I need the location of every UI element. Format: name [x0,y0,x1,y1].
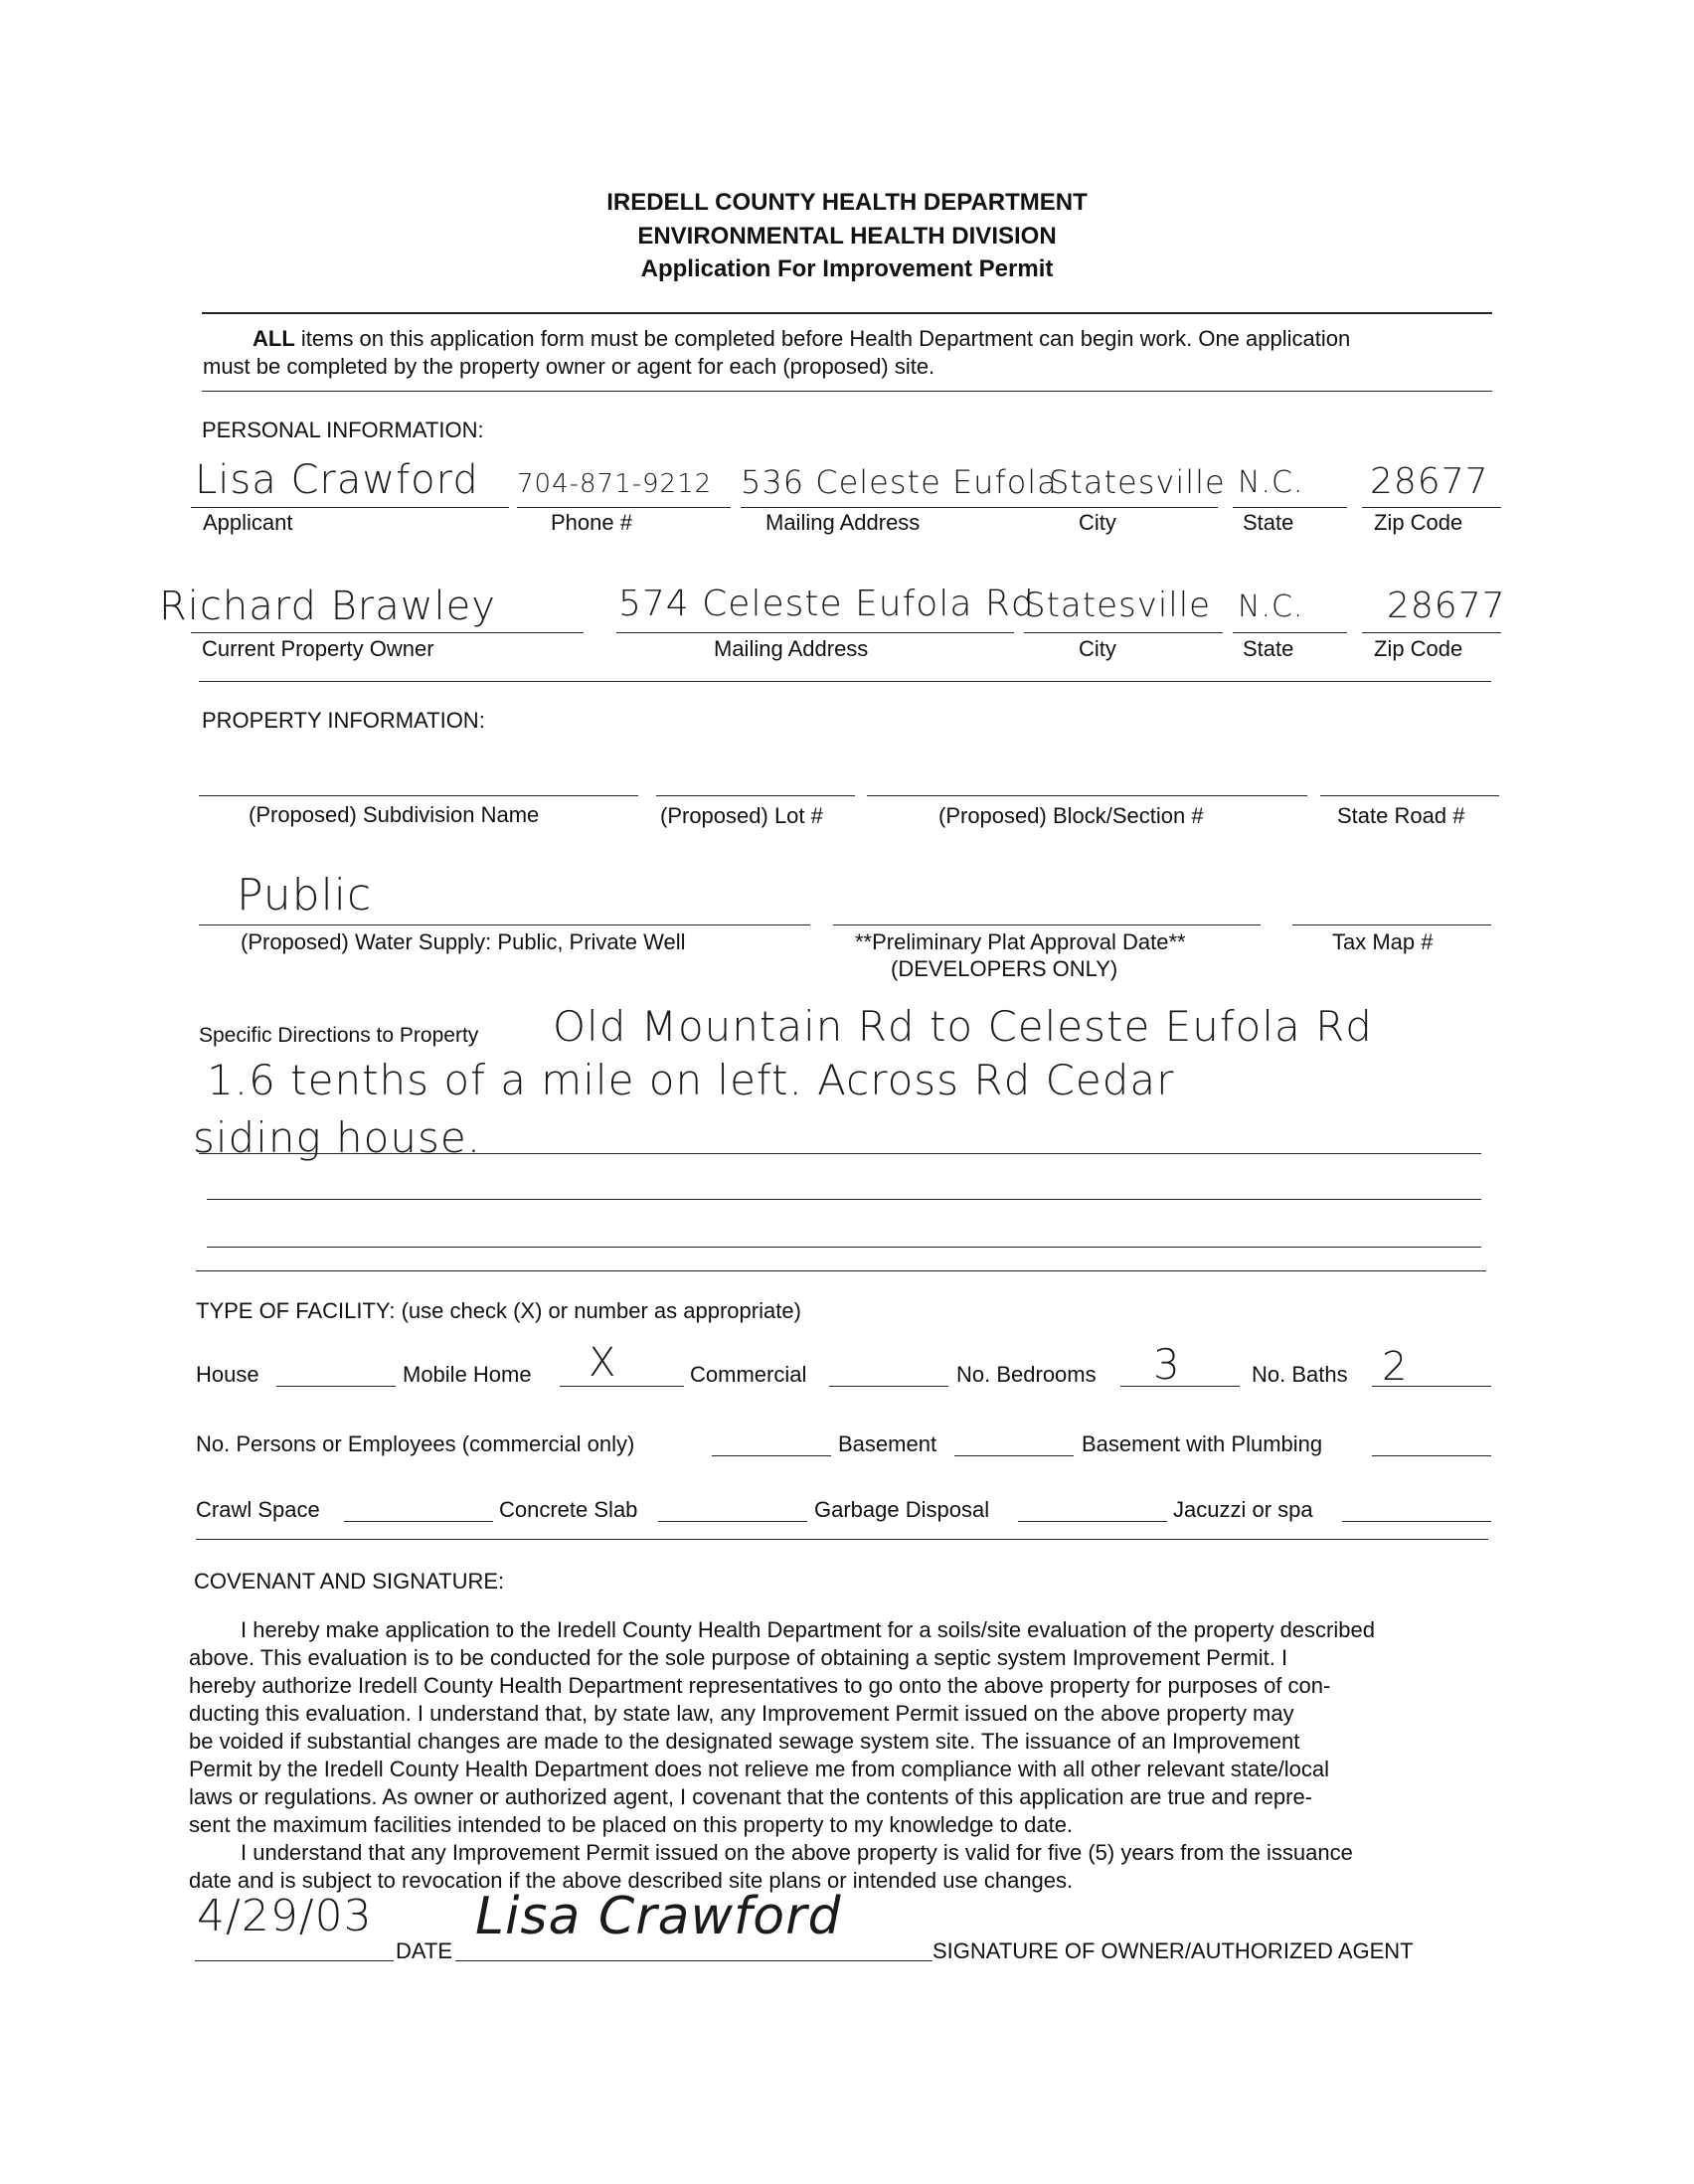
covenant-line: Permit by the Iredell County Health Department does not relieve me from compliance with all other relevant state/local [189,1757,1329,1781]
zip-label: Zip Code [1374,510,1463,535]
intro-text [253,326,1350,352]
garbage-disposal-field[interactable] [1018,1521,1167,1522]
header-form-title: Application For Improvement Permit [640,255,1054,282]
water-supply-field[interactable]: Public [237,870,373,921]
persons-field[interactable] [712,1455,831,1456]
basement-label: Basement [838,1431,937,1456]
state-label: State [1243,510,1294,535]
underline [207,1247,1481,1248]
city-label: City [1079,510,1116,535]
underline [196,1270,1486,1271]
house-field[interactable] [276,1386,396,1387]
personal-heading: PERSONAL INFORMATION: [202,418,484,442]
date-label: DATE [396,1938,453,1963]
covenant-line: date and is subject to revocation if the above described site plans or intended use changes. [189,1868,1074,1893]
owner-label: Current Property Owner [202,636,434,661]
underline [1320,795,1499,796]
owner-state-label: State [1243,636,1294,661]
underline [560,1386,684,1387]
property-heading: PROPERTY INFORMATION: [202,708,485,733]
concrete-slab-label: Concrete Slab [499,1497,638,1522]
covenant-paragraph [189,1616,1493,1895]
covenant-line: I understand that any Improvement Permit issued on the above property is valid for five (5) years from the issuance [241,1840,1353,1865]
directions-label: Specific Directions to Property [199,1024,479,1047]
header-division: ENVIRONMENTAL HEALTH DIVISION [637,223,1057,250]
underline [199,924,810,925]
underline [191,507,509,508]
jacuzzi-label: Jacuzzi or spa [1173,1497,1313,1522]
underline [199,795,638,796]
directions-line-2[interactable]: 1.6 tenths of a mile on left. Across Rd Cedar [207,1056,1175,1104]
mobile-home-field[interactable]: X [589,1340,617,1386]
underline [1024,632,1223,633]
divider [202,391,1492,392]
owner-city-label: City [1079,636,1116,661]
plat-date-label: **Preliminary Plat Approval Date** [855,929,1186,954]
covenant-line: be voided if substantial changes are made to the designated sewage system site. The issuance of an Improvement [189,1729,1300,1754]
owner-city-field[interactable]: Statesville [1024,586,1212,625]
covenant-line: above. This evaluation is to be conducted for the sole purpose of obtaining a septic system Improvement Permit. I [189,1645,1288,1670]
commercial-label: Commercial [690,1362,807,1387]
plat-date-sublabel: (DEVELOPERS ONLY) [891,956,1118,981]
baths-label: No. Baths [1252,1362,1348,1387]
covenant-line: hereby authorize Iredell County Health Department representatives to go onto the above property for purposes of con- [189,1673,1331,1698]
basement-field[interactable] [954,1455,1074,1456]
basement-plumbing-field[interactable] [1372,1455,1491,1456]
underline [191,632,584,633]
intro-rest: items on this application form must be completed before Health Department can begin work. One application [294,326,1351,351]
underline [833,924,1261,925]
covenant-heading: COVENANT AND SIGNATURE: [194,1569,505,1594]
crawl-space-field[interactable] [344,1521,493,1522]
house-label: House [196,1362,259,1387]
basement-plumbing-label: Basement with Plumbing [1082,1431,1323,1456]
underline [1362,507,1501,508]
underline [455,1960,932,1961]
state-road-label: State Road # [1337,803,1465,828]
owner-zip-label: Zip Code [1374,636,1463,661]
applicant-state-field[interactable]: N.C. [1238,465,1304,500]
underline [1233,507,1347,508]
mailing-address-label: Mailing Address [765,510,921,535]
water-supply-label: (Proposed) Water Supply: Public, Private Well [241,929,686,954]
owner-name-field[interactable]: Richard Brawley [159,584,496,629]
block-label: (Proposed) Block/Section # [938,803,1204,828]
tax-map-label: Tax Map # [1332,929,1434,954]
underline [1292,924,1491,925]
divider [199,681,1491,682]
applicant-zip-field[interactable]: 28677 [1370,461,1489,502]
divider [202,312,1492,314]
concrete-slab-field[interactable] [658,1521,807,1522]
underline [195,1960,394,1961]
covenant-line: laws or regulations. As owner or authorized agent, I covenant that the contents of this application are true and repre- [189,1784,1313,1809]
underline [867,795,1307,796]
underline [656,795,855,796]
intro-bold: ALL [253,326,295,351]
divider [196,1539,1488,1540]
applicant-name-field[interactable]: Lisa Crawford [195,457,479,503]
bedrooms-field[interactable]: 3 [1153,1340,1181,1389]
owner-state-field[interactable]: N.C. [1238,589,1304,624]
crawl-space-label: Crawl Space [196,1497,320,1522]
jacuzzi-field[interactable] [1342,1521,1491,1522]
underline [517,507,731,508]
garbage-disposal-label: Garbage Disposal [814,1497,990,1522]
signature-label: SIGNATURE OF OWNER/AUTHORIZED AGENT [932,1938,1414,1963]
underline [207,1199,1481,1200]
covenant-line: ducting this evaluation. I understand that, by state law, any Improvement Permit issued on the above property may [189,1701,1294,1726]
intro-line2: must be completed by the property owner or agent for each (proposed) site. [203,354,935,379]
owner-address-label: Mailing Address [714,636,869,661]
owner-address-field[interactable]: 574 Celeste Eufola Rd [618,584,1035,624]
applicant-address-field[interactable]: 536 Celeste Eufola [741,463,1058,501]
underline [1233,632,1347,633]
underline [199,1153,1481,1154]
baths-field[interactable]: 2 [1382,1344,1409,1390]
owner-zip-field[interactable]: 28677 [1387,586,1506,626]
facility-heading: TYPE OF FACILITY: (use check (X) or number as appropriate) [196,1298,801,1323]
applicant-city-field[interactable]: Statesville [1049,463,1226,501]
subdivision-label: (Proposed) Subdivision Name [249,802,540,827]
lot-label: (Proposed) Lot # [660,803,823,828]
mobile-home-label: Mobile Home [403,1362,532,1387]
signature-field[interactable]: Lisa Crawford [475,1887,842,1946]
date-field[interactable]: 4/29/03 [197,1891,373,1941]
commercial-field[interactable] [829,1386,948,1387]
phone-label: Phone # [551,510,632,535]
underline [616,632,1014,633]
directions-line-1[interactable]: Old Mountain Rd to Celeste Eufola Rd [553,1002,1373,1051]
header-title: IREDELL COUNTY HEALTH DEPARTMENT [606,189,1088,216]
applicant-label: Applicant [203,510,293,535]
directions-line-3[interactable]: siding house. [193,1113,482,1162]
persons-label: No. Persons or Employees (commercial only) [196,1431,635,1456]
underline [741,507,1218,508]
covenant-line: I hereby make application to the Iredell County Health Department for a soils/site evaluation of the property described [241,1617,1375,1642]
bedrooms-label: No. Bedrooms [956,1362,1097,1387]
covenant-line: sent the maximum facilities intended to be placed on this property to my knowledge to date. [189,1812,1074,1837]
applicant-phone-field[interactable]: 704-871-9212 [517,469,713,499]
underline [1362,632,1501,633]
